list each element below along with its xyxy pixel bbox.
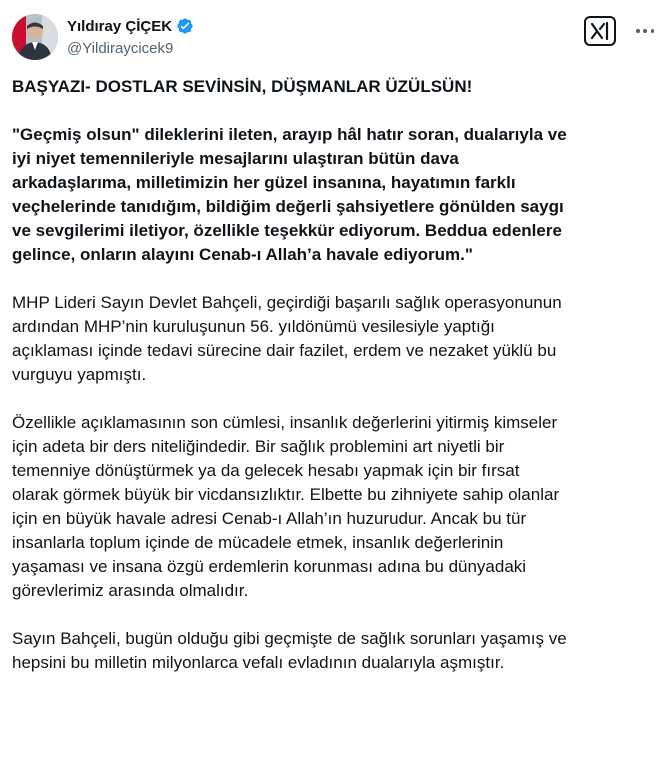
paragraph-line: vurguyu yapmıştı. bbox=[12, 365, 147, 384]
paragraph-line: ardından MHP’nin kuruluşunun 56. yıldönümü vesilesiyle yaptığı bbox=[12, 317, 495, 336]
quote-line: veçhelerinde tanıdığım, bildiğim değerli şahsiyetlere gönülden saygı bbox=[12, 197, 564, 216]
paragraph-line: olarak görmek büyük bir vicdansızlıktır. Elbette bu zihniyete sahip olanlar bbox=[12, 485, 560, 504]
paragraph-line: MHP Lideri Sayın Devlet Bahçeli, geçirdiği başarılı sağlık operasyonunun bbox=[12, 293, 562, 312]
spacer bbox=[12, 387, 652, 411]
more-horizontal-icon bbox=[636, 29, 640, 33]
tweet-text bbox=[12, 75, 652, 675]
paragraph-line: için adeta bir ders niteliğindedir. Bir sağlık problemini art niyetli bir bbox=[12, 437, 505, 456]
paragraph-1 bbox=[12, 291, 652, 387]
more-horizontal-icon bbox=[651, 29, 655, 33]
display-name-row bbox=[67, 16, 194, 36]
paragraph-line: görevlerimiz arasında olmalıdır. bbox=[12, 581, 249, 600]
avatar[interactable] bbox=[12, 14, 58, 60]
more-horizontal-icon bbox=[643, 29, 647, 33]
tweet-header bbox=[12, 14, 658, 62]
grok-icon bbox=[586, 18, 614, 44]
paragraph-2 bbox=[12, 411, 652, 603]
paragraph-line: için en büyük havale adresi Cenab-ı Allah’ın huzurudur. Ancak bu tür bbox=[12, 509, 527, 528]
quote-line: ve sevgilerimi iletiyor, özellikle teşekkür ediyorum. Beddua edenlere bbox=[12, 221, 562, 240]
paragraph-line: insanlarla toplum içinde de mücadele etmek, insanlık değerlerinin bbox=[12, 533, 504, 552]
quote-line: gelince, onların alayını Cenab-ı Allah’a havale ediyorum." bbox=[12, 245, 473, 264]
paragraph-line: Sayın Bahçeli, bugün olduğu gibi geçmişte de sağlık sorunları yaşamış ve bbox=[12, 629, 567, 648]
paragraph-line: yaşaması ve insana özgü erdemlerin korunması adına bu dünyadaki bbox=[12, 557, 527, 576]
paragraph-3 bbox=[12, 627, 652, 675]
quote-block bbox=[12, 123, 652, 267]
spacer bbox=[12, 267, 652, 291]
quote-line: arkadaşlarıma, milletimizin her güzel insanına, hayatımın farklı bbox=[12, 173, 516, 192]
verified-badge-icon[interactable] bbox=[176, 17, 194, 35]
avatar-image bbox=[12, 14, 58, 60]
post-title: BAŞYAZI- DOSTLAR SEVİNSİN, DÜŞMANLAR ÜZÜLSÜN! bbox=[12, 77, 473, 96]
spacer bbox=[12, 603, 652, 627]
spacer bbox=[12, 99, 652, 123]
paragraph-line: açıklaması içinde tedavi sürecine dair fazilet, erdem ve nezaket yüklü bu bbox=[12, 341, 557, 360]
author-names bbox=[67, 16, 194, 59]
display-name[interactable]: Yıldıray ÇİÇEK bbox=[67, 17, 173, 35]
more-options-button[interactable] bbox=[632, 20, 658, 42]
paragraph-line: Özellikle açıklamasının son cümlesi, insanlık değerlerini yitirmiş kimseler bbox=[12, 413, 558, 432]
paragraph-line: hepsini bu milletin milyonlarca vefalı evladının dualarıyla aşmıştır. bbox=[12, 653, 505, 672]
quote-line: iyi niyet temennileriyle mesajlarını ulaştıran bütün dava bbox=[12, 149, 459, 168]
grok-button[interactable] bbox=[584, 16, 616, 46]
author-handle[interactable]: @Yildiraycicek9 bbox=[67, 40, 174, 57]
quote-line: "Geçmiş olsun" dileklerini ileten, arayıp hâl hatır soran, dualarıyla ve bbox=[12, 125, 567, 144]
paragraph-line: temenniye dönüştürmek ya da gelecek hesabı yapmak için bir fırsat bbox=[12, 461, 520, 480]
